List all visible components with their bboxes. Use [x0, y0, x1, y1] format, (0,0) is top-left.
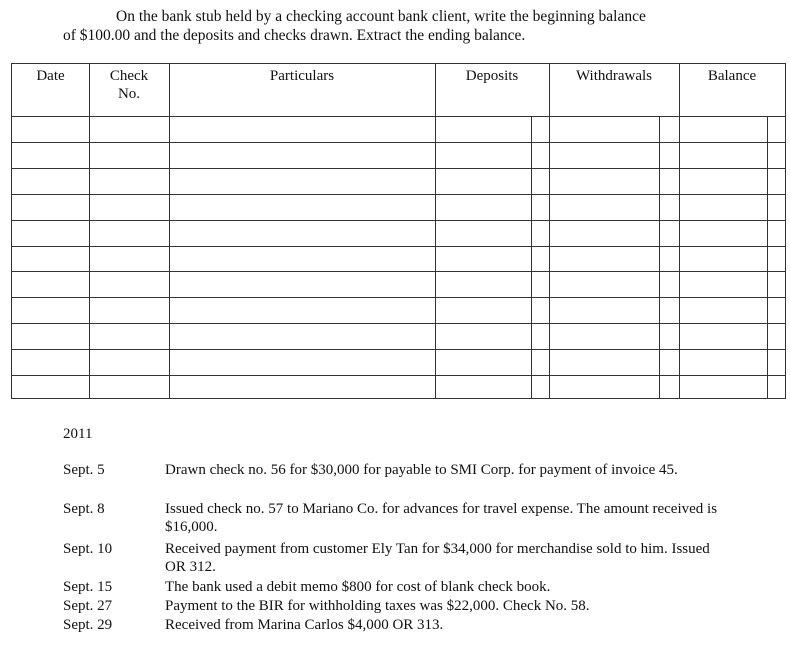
ledger-row-line: [12, 246, 785, 247]
ledger-row-line: [12, 349, 785, 350]
col-divider: [435, 64, 436, 398]
transaction-description: Received payment from customer Ely Tan for $34,000 for merchandise sold to him. Issued OR 312.: [165, 541, 710, 575]
transaction-date: Sept. 10: [63, 541, 113, 557]
ledger-row-line: [12, 194, 785, 195]
header-deposits: Deposits: [465, 68, 519, 84]
col-divider: [89, 64, 90, 398]
transaction-date: Sept. 8: [63, 501, 105, 517]
ledger-row-line: [12, 375, 785, 376]
transaction-description: Issued check no. 57 to Mariano Co. for advances for travel expense. The amount received is $16,000.: [165, 501, 718, 535]
ledger-row-line: [12, 116, 785, 117]
balance-cents-divider: [767, 116, 768, 398]
ledger-row-line: [12, 168, 785, 169]
transaction-date: Sept. 15: [63, 579, 113, 595]
transaction-description: Received from Marina Carlos $4,000 OR 313.: [165, 617, 444, 633]
col-divider: [169, 64, 170, 398]
ledger-row-line: [12, 323, 785, 324]
header-balance: Balance: [707, 68, 757, 84]
ledger-row-line: [12, 142, 785, 143]
col-divider: [679, 64, 680, 398]
instruction-line-2: of $100.00 and the deposits and checks drawn. Extract the ending balance.: [63, 27, 526, 44]
ledger-row-line: [12, 220, 785, 221]
ledger-row-line: [12, 271, 785, 272]
withdrawals-cents-divider: [659, 116, 660, 398]
header-check-no: Check No.: [109, 68, 149, 102]
deposits-cents-divider: [531, 116, 532, 398]
header-withdrawals: Withdrawals: [575, 68, 653, 84]
transaction-date: Sept. 27: [63, 598, 113, 614]
transaction-date: Sept. 5: [63, 462, 105, 478]
bank-stub-ledger-table: [11, 63, 786, 399]
transaction-description: Drawn check no. 56 for $30,000 for payable to SMI Corp. for payment of invoice 45.: [165, 462, 678, 478]
transaction-description: Payment to the BIR for withholding taxes was $22,000. Check No. 58.: [165, 598, 590, 614]
header-particulars: Particulars: [269, 68, 335, 84]
transaction-date: Sept. 29: [63, 617, 113, 633]
ledger-row-line: [12, 297, 785, 298]
instruction-line-1: On the bank stub held by a checking account bank client, write the beginning balance: [116, 8, 646, 25]
col-divider: [549, 64, 550, 398]
header-date: Date: [36, 68, 65, 84]
transaction-year: 2011: [63, 426, 93, 442]
transaction-description: The bank used a debit memo $800 for cost of blank check book.: [165, 579, 551, 595]
